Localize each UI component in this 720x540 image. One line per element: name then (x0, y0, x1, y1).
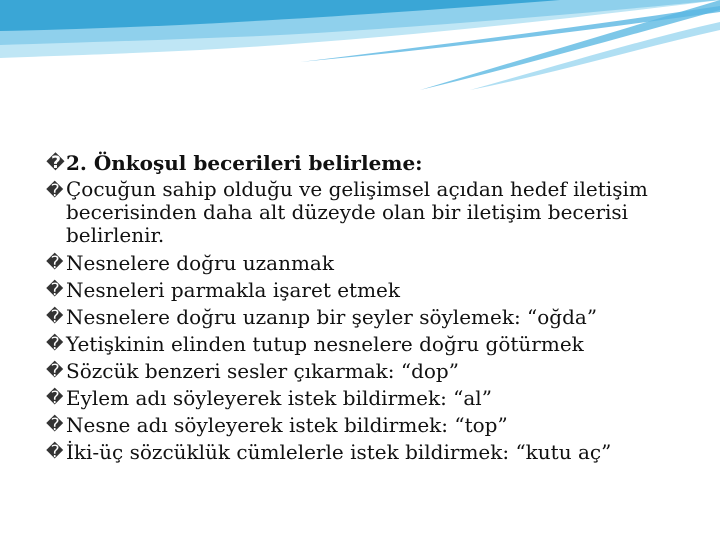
bullet-icon: � (46, 181, 64, 201)
list-item (46, 250, 686, 277)
list-item (46, 178, 686, 247)
list-item-text: Yetişkinin elinden tutup nesnelere doğru götürmek (66, 332, 584, 356)
bullet-icon: � (46, 307, 64, 327)
list-item (46, 304, 686, 331)
list-item-text: Nesne adı söyleyerek istek bildirmek: “top” (66, 413, 508, 437)
slide-heading (46, 150, 686, 177)
slide-content (46, 150, 686, 466)
list-item (46, 277, 686, 304)
bullet-icon: � (46, 280, 64, 300)
bullet-icon: � (46, 442, 64, 462)
heading-text: 2. Önkoşul becerileri belirleme: (66, 151, 423, 175)
list-item (46, 385, 686, 412)
list-item (46, 412, 686, 439)
bullet-icon: � (46, 415, 64, 435)
wave-streak-2 (470, 22, 720, 90)
header-wave-decoration (0, 0, 720, 90)
list-item-text: Çocuğun sahip olduğu ve gelişimsel açıdan hedef iletişim becerisinden daha alt düzeyde olan bir iletişim becerisi belirlenir. (66, 177, 648, 247)
bullet-icon: � (46, 253, 64, 273)
bullet-icon: � (46, 361, 64, 381)
list-item-text: Nesneleri parmakla işaret etmek (66, 278, 401, 302)
list-item-text: İki-üç sözcüklük cümlelerle istek bildirmek: “kutu aç” (66, 440, 612, 464)
list-item (46, 331, 686, 358)
list-item-text: Nesnelere doğru uzanmak (66, 251, 334, 275)
list-item (46, 358, 686, 385)
list-item (46, 439, 686, 466)
bullet-icon: � (46, 334, 64, 354)
bullet-icon: � (46, 388, 64, 408)
bullet-icon: � (46, 153, 65, 173)
list-item-text: Nesnelere doğru uzanıp bir şeyler söylemek: “oğda” (66, 305, 598, 329)
list-item-text: Eylem adı söyleyerek istek bildirmek: “al” (66, 386, 492, 410)
list-item-text: Sözcük benzeri sesler çıkarmak: “dop” (66, 359, 459, 383)
